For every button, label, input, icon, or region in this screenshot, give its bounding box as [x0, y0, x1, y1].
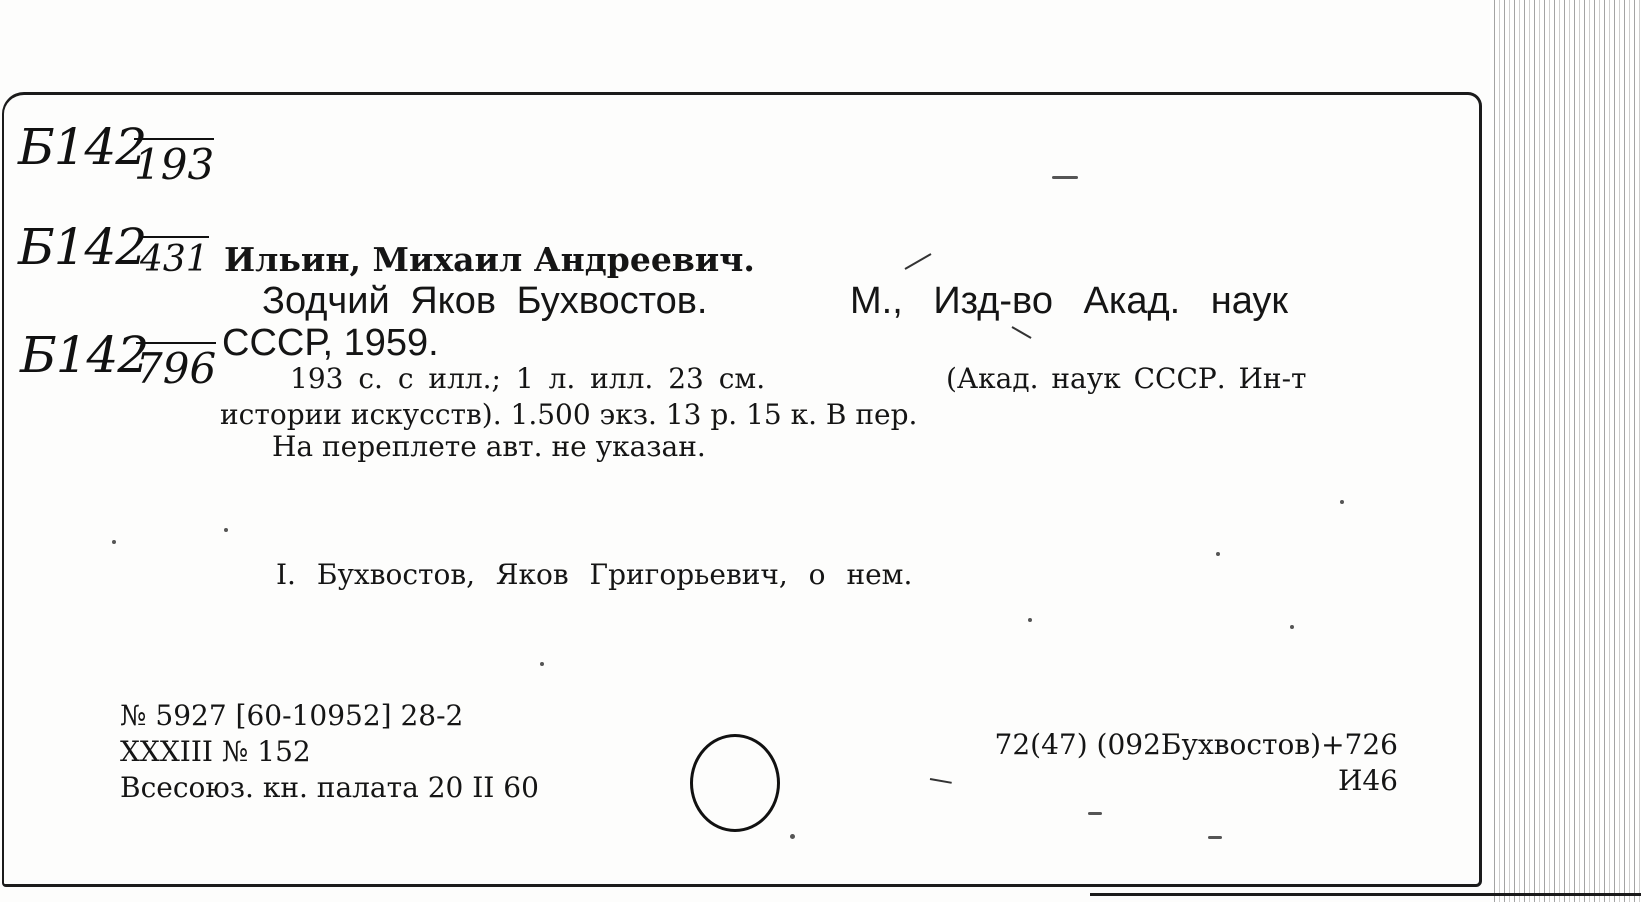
footer-series-number: XXXIII № 152 [120, 735, 311, 768]
entry-author: Ильин, Михаил Андреевич. [224, 240, 755, 279]
card-footer-left [120, 698, 539, 806]
scan-speck [1290, 625, 1294, 629]
entry-series-continued: истории искусств). 1.500 экз. 13 р. 15 к. В пер. [220, 398, 918, 431]
footer-card-number: № 5927 [60-10952] 28-2 [120, 699, 464, 732]
scan-speck [1208, 836, 1222, 839]
entry-subject-heading: I. Бухвостов, Яков Григорьевич, о нем. [276, 558, 913, 591]
handwritten-shelfmark-3: Б142 [20, 326, 149, 384]
card-punch-hole [690, 734, 780, 832]
scan-speck [112, 540, 116, 544]
scan-speck [1028, 618, 1032, 622]
card-stack-edge [1490, 0, 1641, 902]
footer-author-mark: И46 [1337, 764, 1398, 797]
handwritten-shelfmark-1-number: 193 [134, 140, 215, 189]
scan-speck [790, 834, 795, 839]
card-bottom-edge [1090, 893, 1641, 896]
scan-speck [1216, 552, 1220, 556]
entry-publisher: М., Изд-во Акад. наук [850, 280, 1289, 322]
entry-year: СССР, 1959. [222, 322, 439, 364]
scan-mark [1052, 176, 1078, 179]
scan-speck [224, 528, 228, 532]
handwritten-shelfmark-1: Б142 [18, 118, 147, 176]
entry-physical-description: 193 с. с илл.; 1 л. илл. 23 см. [290, 362, 766, 395]
handwritten-shelfmark-2-number: 431 [140, 236, 209, 278]
scan-speck [1088, 812, 1102, 815]
handwritten-shelfmark-2: Б142 [18, 218, 147, 276]
scan-speck [540, 662, 544, 666]
entry-series: (Акад. наук СССР. Ин-т [946, 362, 1307, 395]
footer-chamber-date: Всесоюз. кн. палата 20 II 60 [120, 771, 539, 804]
scan-speck [1340, 500, 1344, 504]
footer-classification: 72(47) (092Бухвостов)+726 [994, 728, 1398, 761]
entry-title: Зодчий Яков Бухвостов. [262, 280, 708, 322]
entry-note: На переплете авт. не указан. [272, 430, 706, 463]
card-footer-right [995, 727, 1398, 799]
handwritten-shelfmark-3-number: 796 [136, 344, 217, 393]
